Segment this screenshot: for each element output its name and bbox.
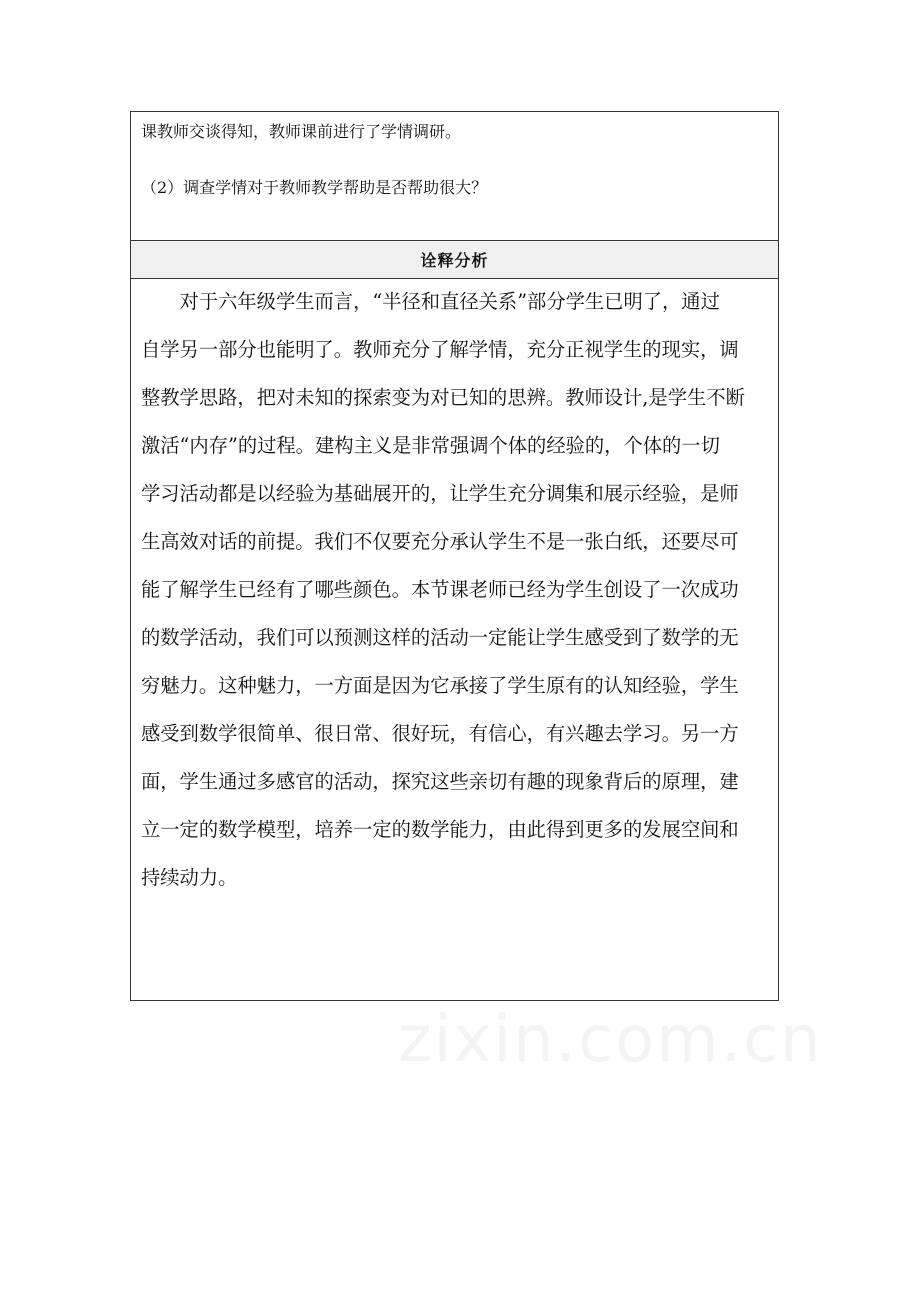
analysis-line: 自学另一部分也能明了。教师充分了解学情，充分正视学生的现实，调 bbox=[141, 338, 739, 361]
analysis-line: 对于六年级学生而言，“半径和直径关系”部分学生已明了，通过 bbox=[141, 290, 720, 313]
analysis-line: 立一定的数学模型，培养一定的数学能力，由此得到更多的发展空间和 bbox=[141, 818, 739, 841]
document-table bbox=[130, 111, 779, 1001]
analysis-line: 能了解学生已经有了哪些颜色。本节课老师已经为学生创设了一次成功 bbox=[141, 578, 739, 601]
analysis-line: 生高效对话的前提。我们不仅要充分承认学生不是一张白纸，还要尽可 bbox=[141, 530, 739, 553]
analysis-line: 感受到数学很简单、很日常、很好玩，有信心，有兴趣去学习。另一方 bbox=[141, 722, 739, 745]
section-title: 诠释分析 bbox=[420, 251, 489, 270]
analysis-line: 的数学活动，我们可以预测这样的活动一定能让学生感受到了数学的无 bbox=[141, 626, 739, 649]
top-line-1: 课教师交谈得知，教师课前进行了学情调研。 bbox=[141, 122, 462, 141]
analysis-line: 面，学生通过多感官的活动，探究这些亲切有趣的现象背后的原理，建 bbox=[141, 770, 739, 793]
top-text-cell bbox=[131, 112, 778, 241]
analysis-line: 激活“内存”的过程。建构主义是非常强调个体的经验的，个体的一切 bbox=[141, 434, 720, 457]
top-line-2: （2）调查学情对于教师教学帮助是否帮助很大？ bbox=[141, 178, 488, 197]
analysis-cell bbox=[131, 279, 778, 1000]
analysis-line: 持续动力。 bbox=[141, 866, 238, 889]
analysis-line: 整教学思路，把对未知的探索变为对已知的思辨。教师设计,是学生不断 bbox=[141, 386, 745, 409]
analysis-line: 穷魅力。这种魅力，一方面是因为它承接了学生原有的认知经验，学生 bbox=[141, 674, 739, 697]
analysis-line: 学习活动都是以经验为基础展开的，让学生充分调集和展示经验，是师 bbox=[141, 482, 739, 505]
watermark: zixin.com.cn bbox=[398, 1003, 823, 1077]
section-header-cell bbox=[131, 241, 778, 279]
